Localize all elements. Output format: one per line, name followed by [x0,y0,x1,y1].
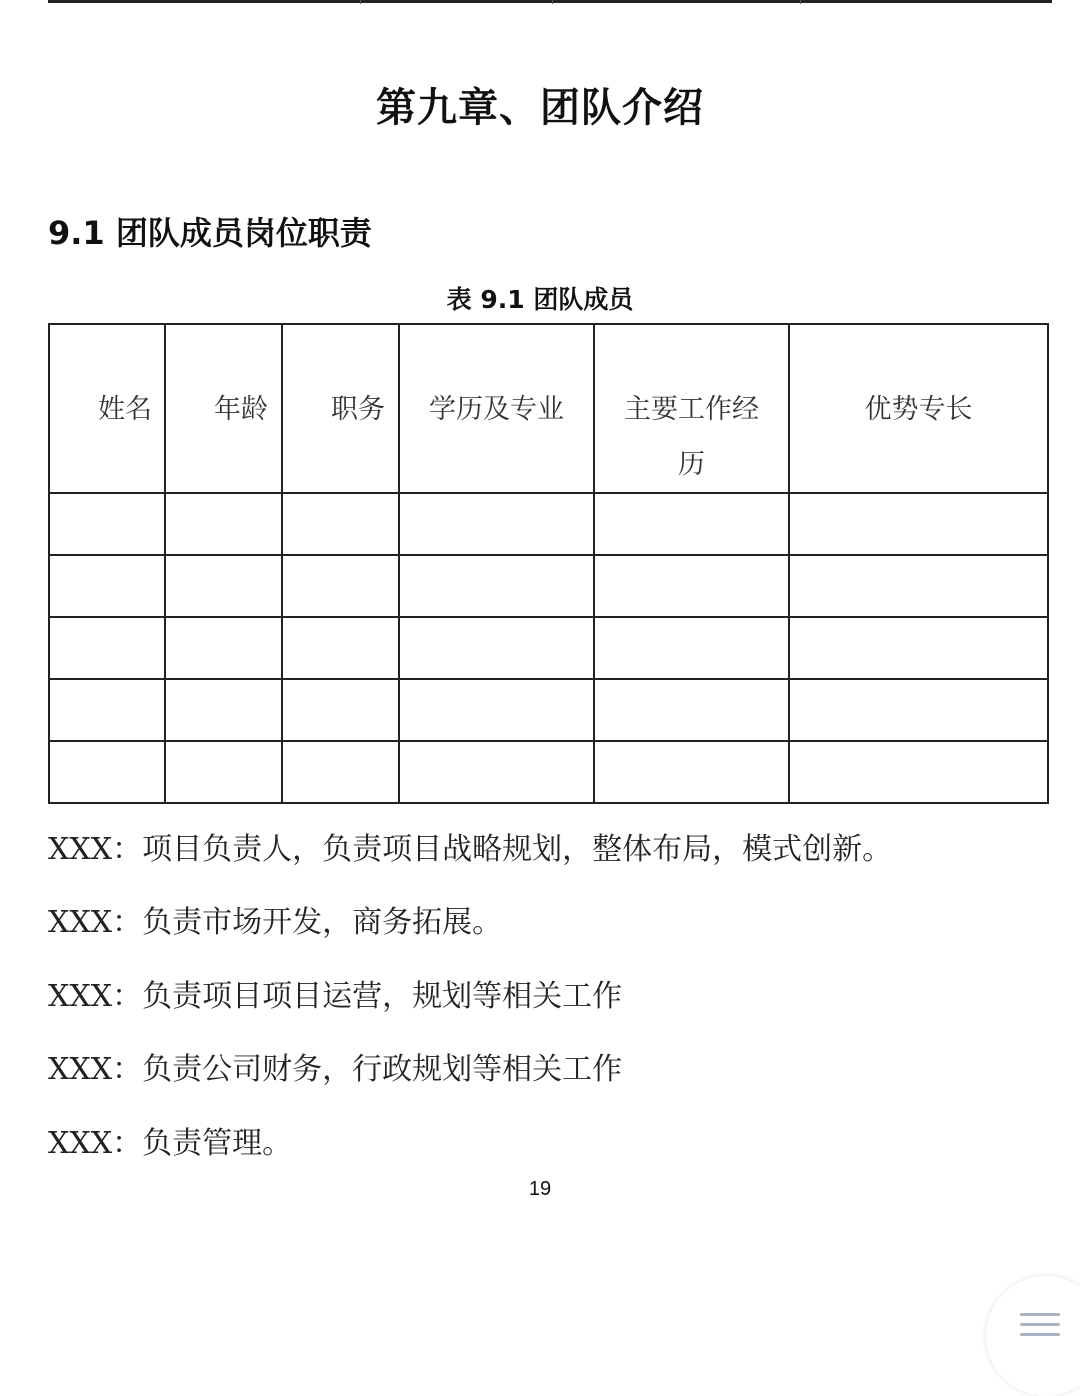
table-cell [594,493,789,555]
table-cell [594,679,789,741]
top-rule-tick [800,0,801,4]
top-rule-tick [360,0,361,4]
table-cell [165,617,282,679]
table-cell [594,555,789,617]
table-cell [49,617,165,679]
table-cell [282,555,399,617]
table-caption: 表 9.1 团队成员 [446,285,634,314]
table-cell [399,679,594,741]
table-cell [399,741,594,803]
top-rule [48,0,1052,3]
page-number: 19 [528,1178,552,1200]
table-row [49,741,1048,803]
table-cell [49,741,165,803]
table-cell [165,741,282,803]
duty-line: XXX：负责公司财务，行政规划等相关工作 [48,1052,623,1087]
table-cell [789,679,1048,741]
table-cell [49,493,165,555]
menu-icon[interactable] [1020,1313,1060,1337]
header-cell-position: 职务 [282,324,399,493]
table-cell [49,679,165,741]
table-cell [594,741,789,803]
table-cell [789,555,1048,617]
team-members-table [48,323,1049,804]
chapter-title: 第九章、团队介绍 [376,85,704,131]
table-cell [282,679,399,741]
section-heading: 9.1 团队成员岗位职责 [48,214,372,252]
table-cell [789,493,1048,555]
duty-line: XXX：负责管理。 [48,1126,293,1161]
table-cell [165,679,282,741]
header-cell-name: 姓名 [49,324,165,493]
duty-line: XXX：负责市场开发，商务拓展。 [48,905,503,940]
table-cell [399,555,594,617]
header-cell-work-experience: 主要工作经历 [594,324,789,493]
duty-line: XXX：项目负责人，负责项目战略规划，整体布局，模式创新。 [48,832,893,867]
table-row [49,555,1048,617]
table-cell [282,617,399,679]
table-row [49,617,1048,679]
duty-line: XXX：负责项目项目运营，规划等相关工作 [48,979,623,1014]
table-cell [399,493,594,555]
table-cell [165,555,282,617]
table-cell [165,493,282,555]
table-cell [49,555,165,617]
table-cell [282,741,399,803]
table-cell [789,617,1048,679]
top-rule-tick [552,0,553,4]
table-cell [399,617,594,679]
table-cell [789,741,1048,803]
table-cell [594,617,789,679]
header-cell-education: 学历及专业 [399,324,594,493]
table-cell [282,493,399,555]
header-cell-age: 年龄 [165,324,282,493]
header-cell-strengths: 优势专长 [789,324,1048,493]
table-header-row [49,324,1048,493]
table-row [49,493,1048,555]
table-row [49,679,1048,741]
